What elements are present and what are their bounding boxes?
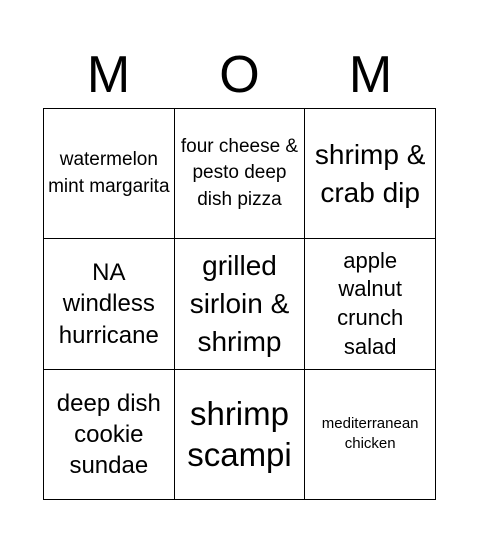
bingo-header [43, 42, 436, 108]
bingo-cell[interactable]: shrimp & crab dip [305, 109, 436, 239]
bingo-cell[interactable]: apple walnut crunch salad [305, 239, 436, 369]
bingo-cell[interactable]: shrimp scampi [175, 370, 306, 500]
bingo-cell[interactable]: watermelon mint margarita [44, 109, 175, 239]
bingo-cell[interactable]: grilled sirloin & shrimp [175, 239, 306, 369]
bingo-cell[interactable]: mediterranean chicken [305, 370, 436, 500]
header-letter-o: O [219, 46, 260, 104]
bingo-cell[interactable]: four cheese & pesto deep dish pizza [175, 109, 306, 239]
bingo-cell[interactable]: deep dish cookie sundae [44, 370, 175, 500]
header-letter-m2: M [348, 46, 393, 104]
header-letter-m1: M [86, 46, 131, 104]
bingo-cell[interactable]: NA windless hurricane [44, 239, 175, 369]
bingo-grid [43, 108, 436, 500]
